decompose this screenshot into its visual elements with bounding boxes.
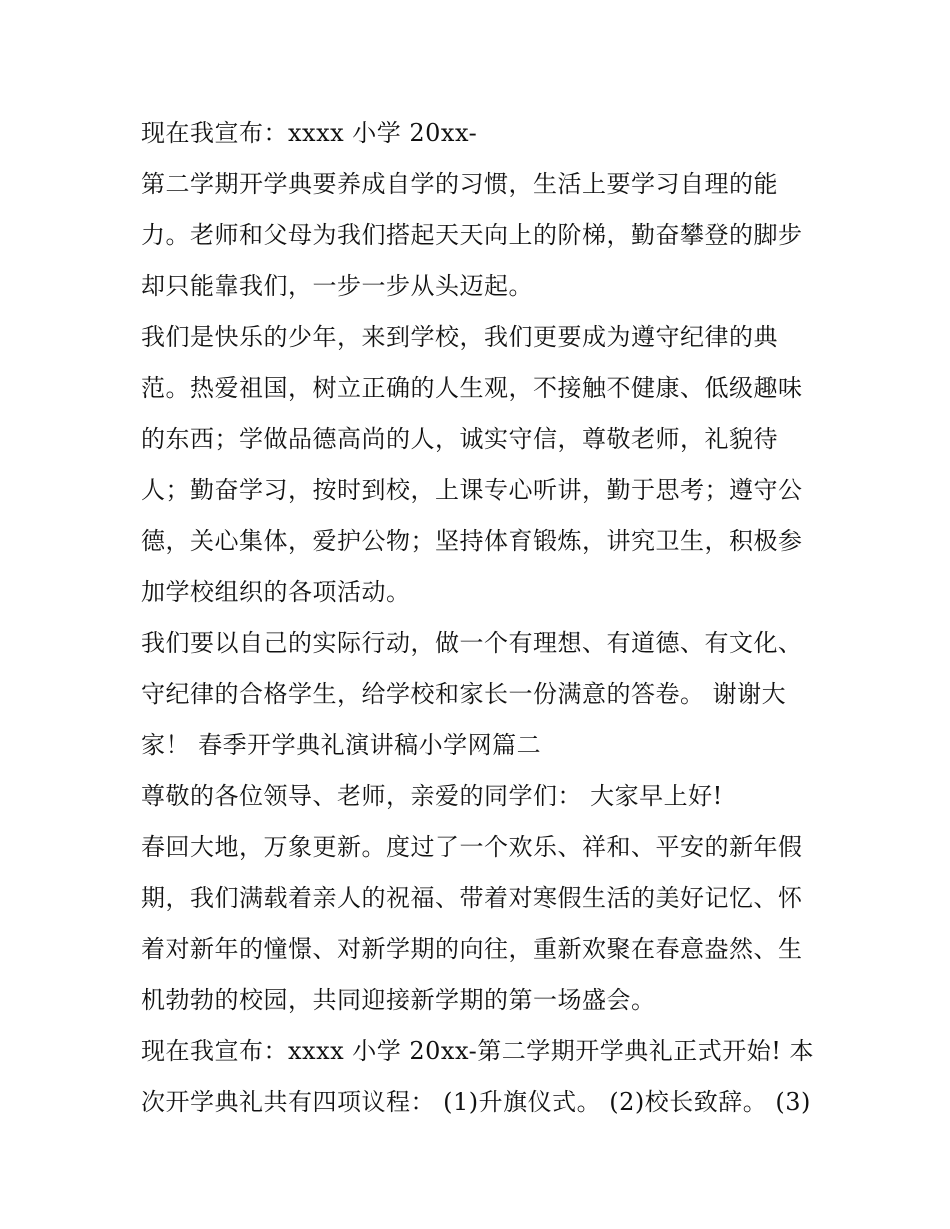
text-line: 现在我宣布：xxxx 小学 20xx-第二学期开学典礼正式开始! 本 [141,1037,814,1065]
text-line: 期，我们满载着亲人的祝福、带着对寒假生活的美好记忆、怀 [141,884,803,912]
text-line: 力。老师和父母为我们搭起天天向上的阶梯，勤奋攀登的脚步 [141,221,803,249]
document-body [141,108,813,1128]
text-line: 范。热爱祖国，树立正确的人生观，不接触不健康、低级趣味 [141,374,803,402]
text-line: 着对新年的憧憬、对新学期的向往，重新欢聚在春意盎然、生 [141,935,803,963]
text-line: 尊敬的各位领导、老师，亲爱的同学们： 大家早上好! [141,782,723,810]
text-line: 次开学典礼共有四项议程： (1)升旗仪式。 (2)校长致辞。 (3) [141,1088,811,1116]
text-line: 第二学期开学典要养成自学的习惯，生活上要学习自理的能 [141,170,778,198]
text-line: 德，关心集体，爱护公物；坚持体育锻炼，讲究卫生，积极参 [141,527,803,555]
text-line: 春回大地，万象更新。度过了一个欢乐、祥和、平安的新年假 [141,833,803,861]
text-line: 家！ 春季开学典礼演讲稿小学网篇二 [141,731,542,759]
text-line: 守纪律的合格学生，给学校和家长一份满意的答卷。 谢谢大 [141,680,787,708]
text-line: 人；勤奋学习，按时到校，上课专心听讲，勤于思考；遵守公 [141,476,803,504]
text-line: 我们要以自己的实际行动，做一个有理想、有道德、有文化、 [141,629,803,657]
text-line: 加学校组织的各项活动。 [141,578,411,606]
text-line: 的东西；学做品德高尚的人，诚实守信，尊敬老师，礼貌待 [141,425,778,453]
text-line: 我们是快乐的少年，来到学校，我们更要成为遵守纪律的典 [141,323,778,351]
text-line: 却只能靠我们，一步一步从头迈起。 [141,272,533,300]
text-line: 机勃勃的校园，共同迎接新学期的第一场盛会。 [141,986,656,1014]
text-line: 现在我宣布：xxxx 小学 20xx- [141,119,478,147]
